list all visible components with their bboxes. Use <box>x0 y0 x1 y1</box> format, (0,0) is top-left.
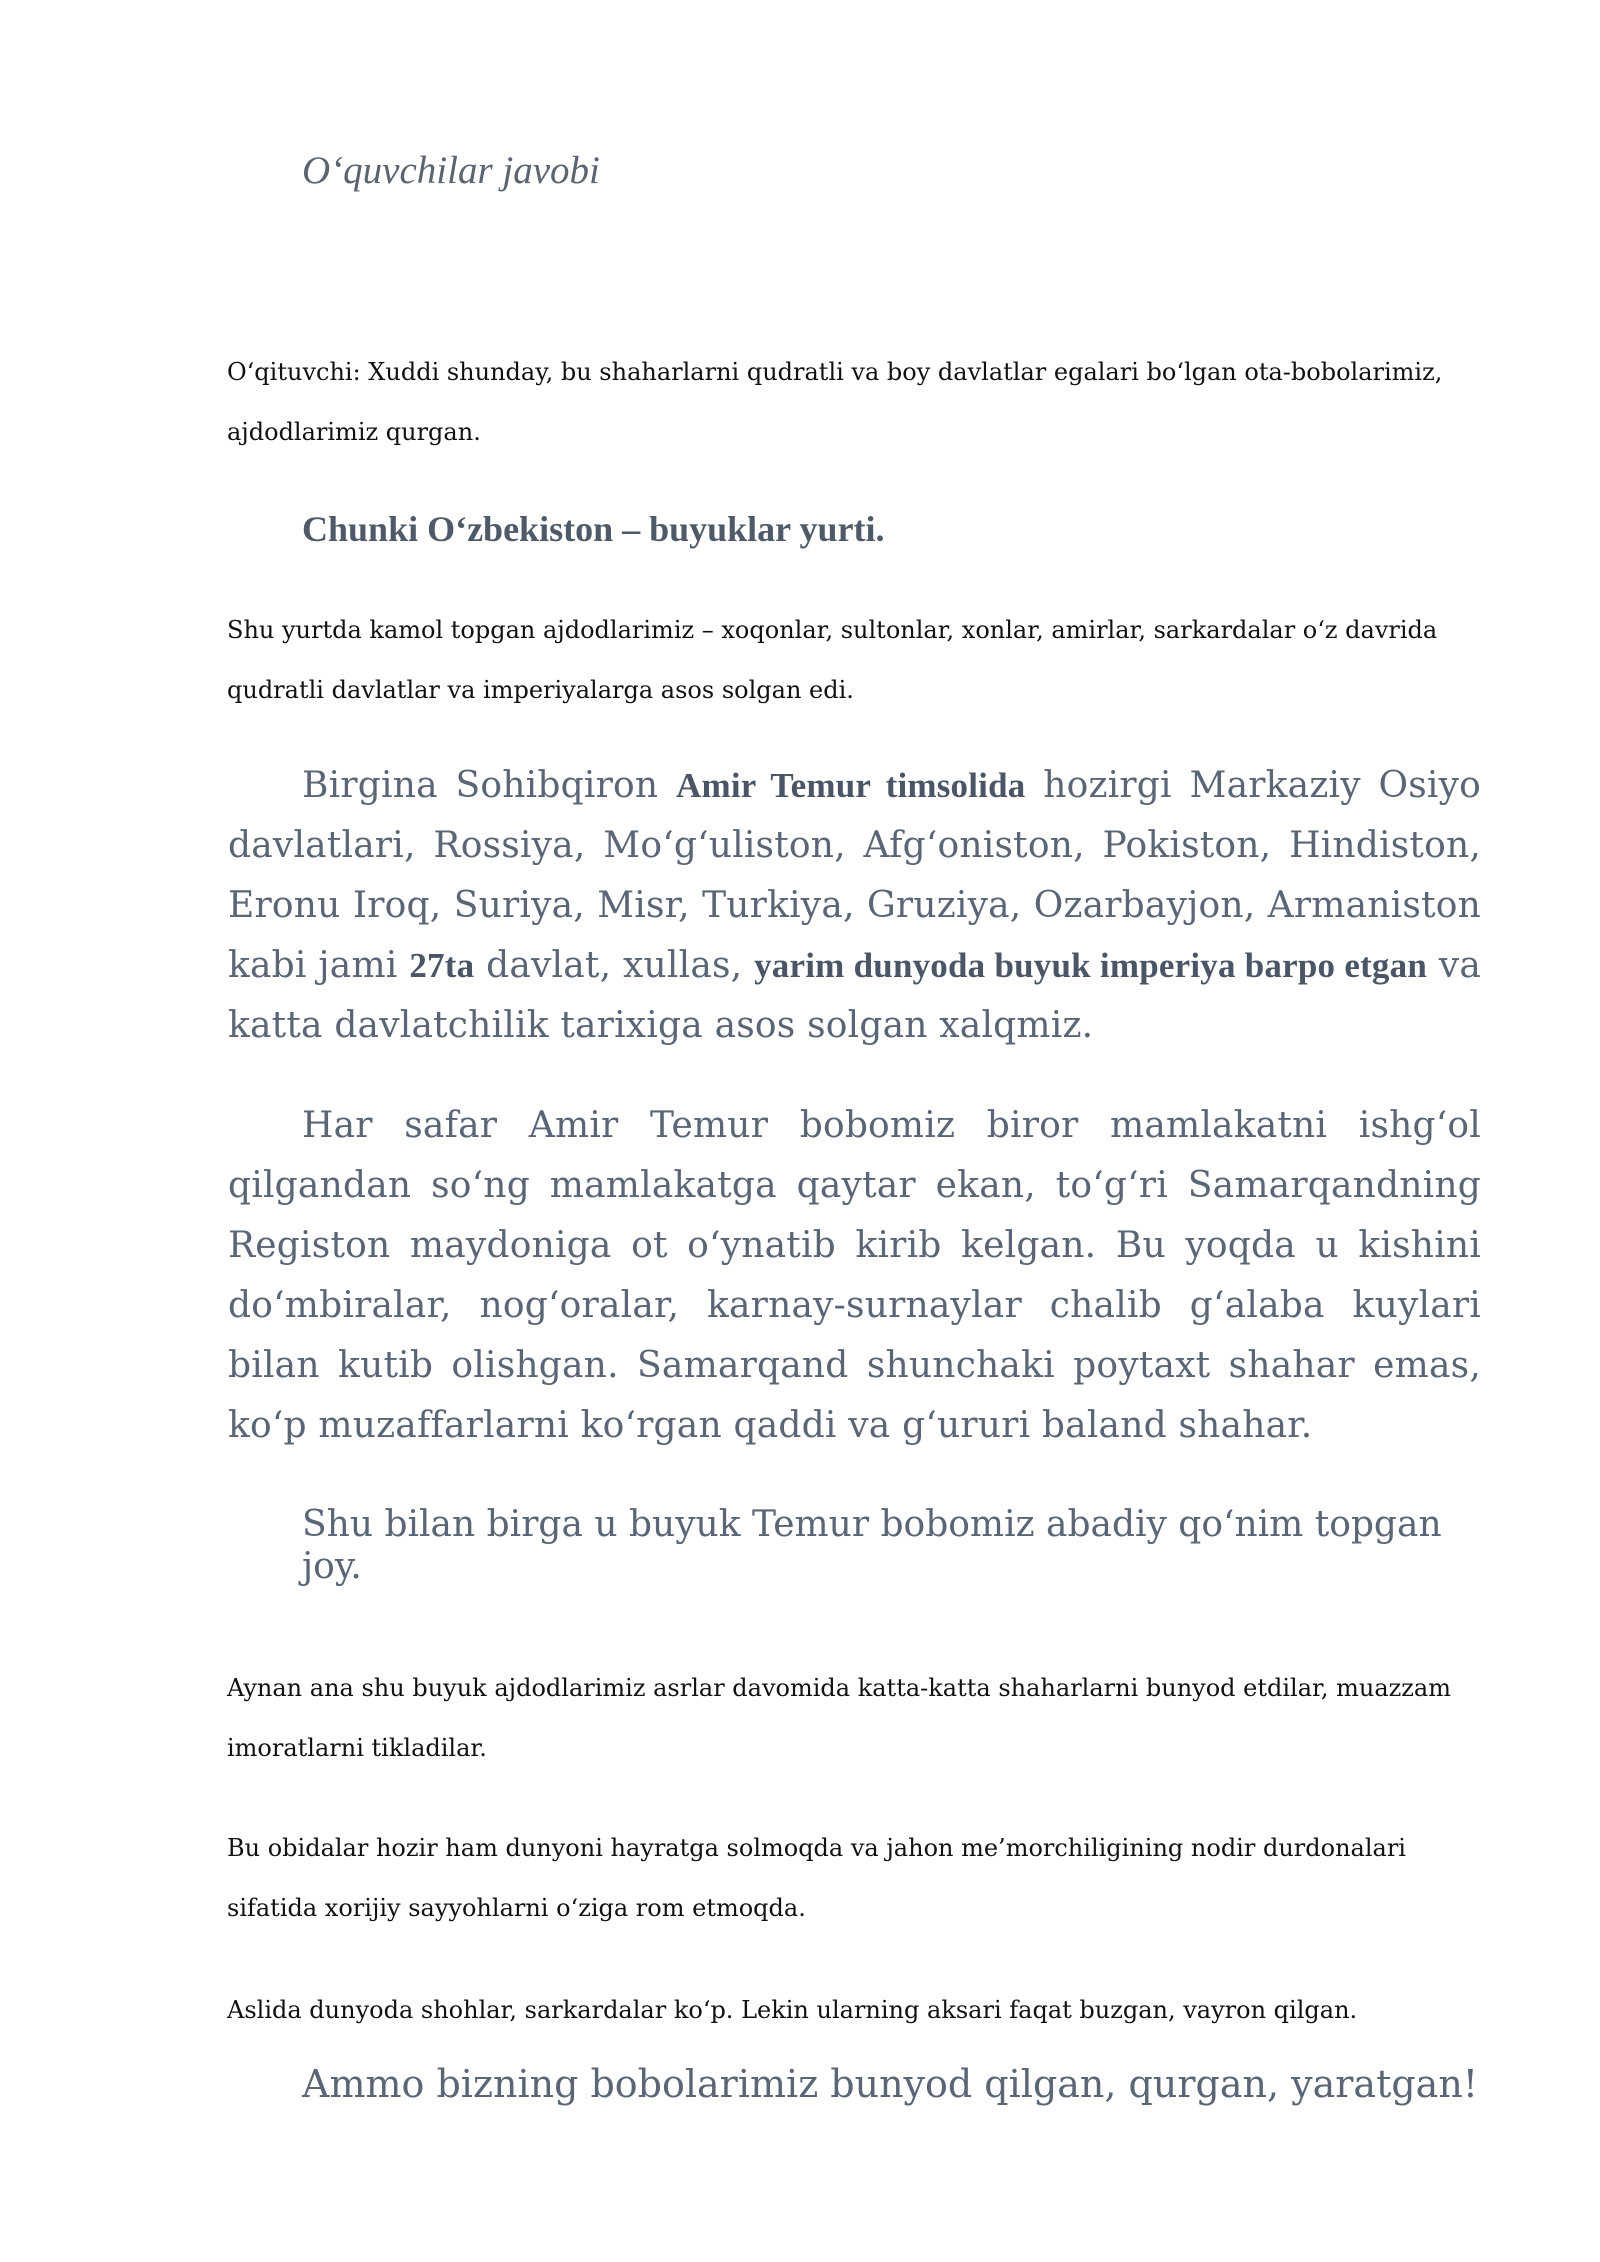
bold-run: yarim dunyoda buyuk imperiya barpo etgan <box>754 946 1427 985</box>
text-run: va katta davlatchilik tarixiga asos solgan xalqmiz. <box>228 945 1481 1046</box>
text-run: hozirgi Markaziy Osiyo davlatlari, Rossiya, Mo‘g‘uliston, Afg‘oniston, Pokiston, Hindiston, Eronu Iroq, Suriya, Misr, Turkiya, Gruziya, Ozarbayjon, Armaniston kabi jami <box>228 765 1482 986</box>
paragraph-teacher: O‘qituvchi: Xuddi shunday, bu shaharlarni qudratli va boy davlatlar egalari bo‘lgan ota-bobolarimiz, ajdodlarimiz qurgan. <box>227 358 1443 446</box>
bold-run: Amir Temur timsolida <box>676 766 1026 805</box>
text-run: davlat, xullas, <box>474 945 755 986</box>
paragraph-monuments: Bu obidalar hozir ham dunyoni hayratga solmoqda va jahon me’morchiligining nodir durdonalari sifatida xorijiy sayyohlarni o‘ziga rom etmoqda. <box>227 1834 1406 1922</box>
bold-run: 27ta <box>409 946 475 985</box>
paragraph-resting-place: Shu bilan birga u buyuk Temur bobomiz abadiy qo‘nim topgan joy. <box>302 1504 1442 1587</box>
section-heading-italic: O‘quvchilar javobi <box>302 149 600 192</box>
paragraph-cities: Aynan ana shu buyuk ajdodlarimiz asrlar davomida katta-katta shaharlarni bunyod etdilar, muazzam imoratlarni tikladilar. <box>227 1674 1451 1762</box>
paragraph-samarqand: Har safar Amir Temur bobomiz biror mamlakatni ishg‘ol qilgandan so‘ng mamlakatga qaytar ekan, to‘g‘ri Samarqandning Registon maydoniga ot o‘ynatib kirib kelgan. Bu yoqda u kishini do‘mbiralar, nog‘oralar, karnay-surnaylar chalib g‘alaba kuylari bilan kutib olishgan. Samarqand shunchaki poytaxt shahar emas, ko‘p muzaffarlarni ko‘rgan qaddi va g‘ururi baland shahar. <box>228 1105 1481 1446</box>
closing-statement: Ammo bizning bobolarimiz bunyod qilgan, qurgan, yaratgan! <box>302 2062 1479 2106</box>
paragraph-amir-temur <box>228 756 1481 1056</box>
section-heading-bold: Chunki O‘zbekiston – buyuklar yurti. <box>302 509 885 549</box>
paragraph-rulers: Aslida dunyoda shohlar, sarkardalar ko‘p. Lekin ularning aksari faqat buzgan, vayron qilgan. <box>227 1996 1358 2024</box>
paragraph-ancestors: Shu yurtda kamol topgan ajdodlarimiz – xoqonlar, sultonlar, xonlar, amirlar, sarkardalar o‘z davrida qudratli davlatlar va imperiyalarga asos solgan edi. <box>227 616 1438 704</box>
text-run: Birgina Sohibqiron <box>302 765 677 806</box>
